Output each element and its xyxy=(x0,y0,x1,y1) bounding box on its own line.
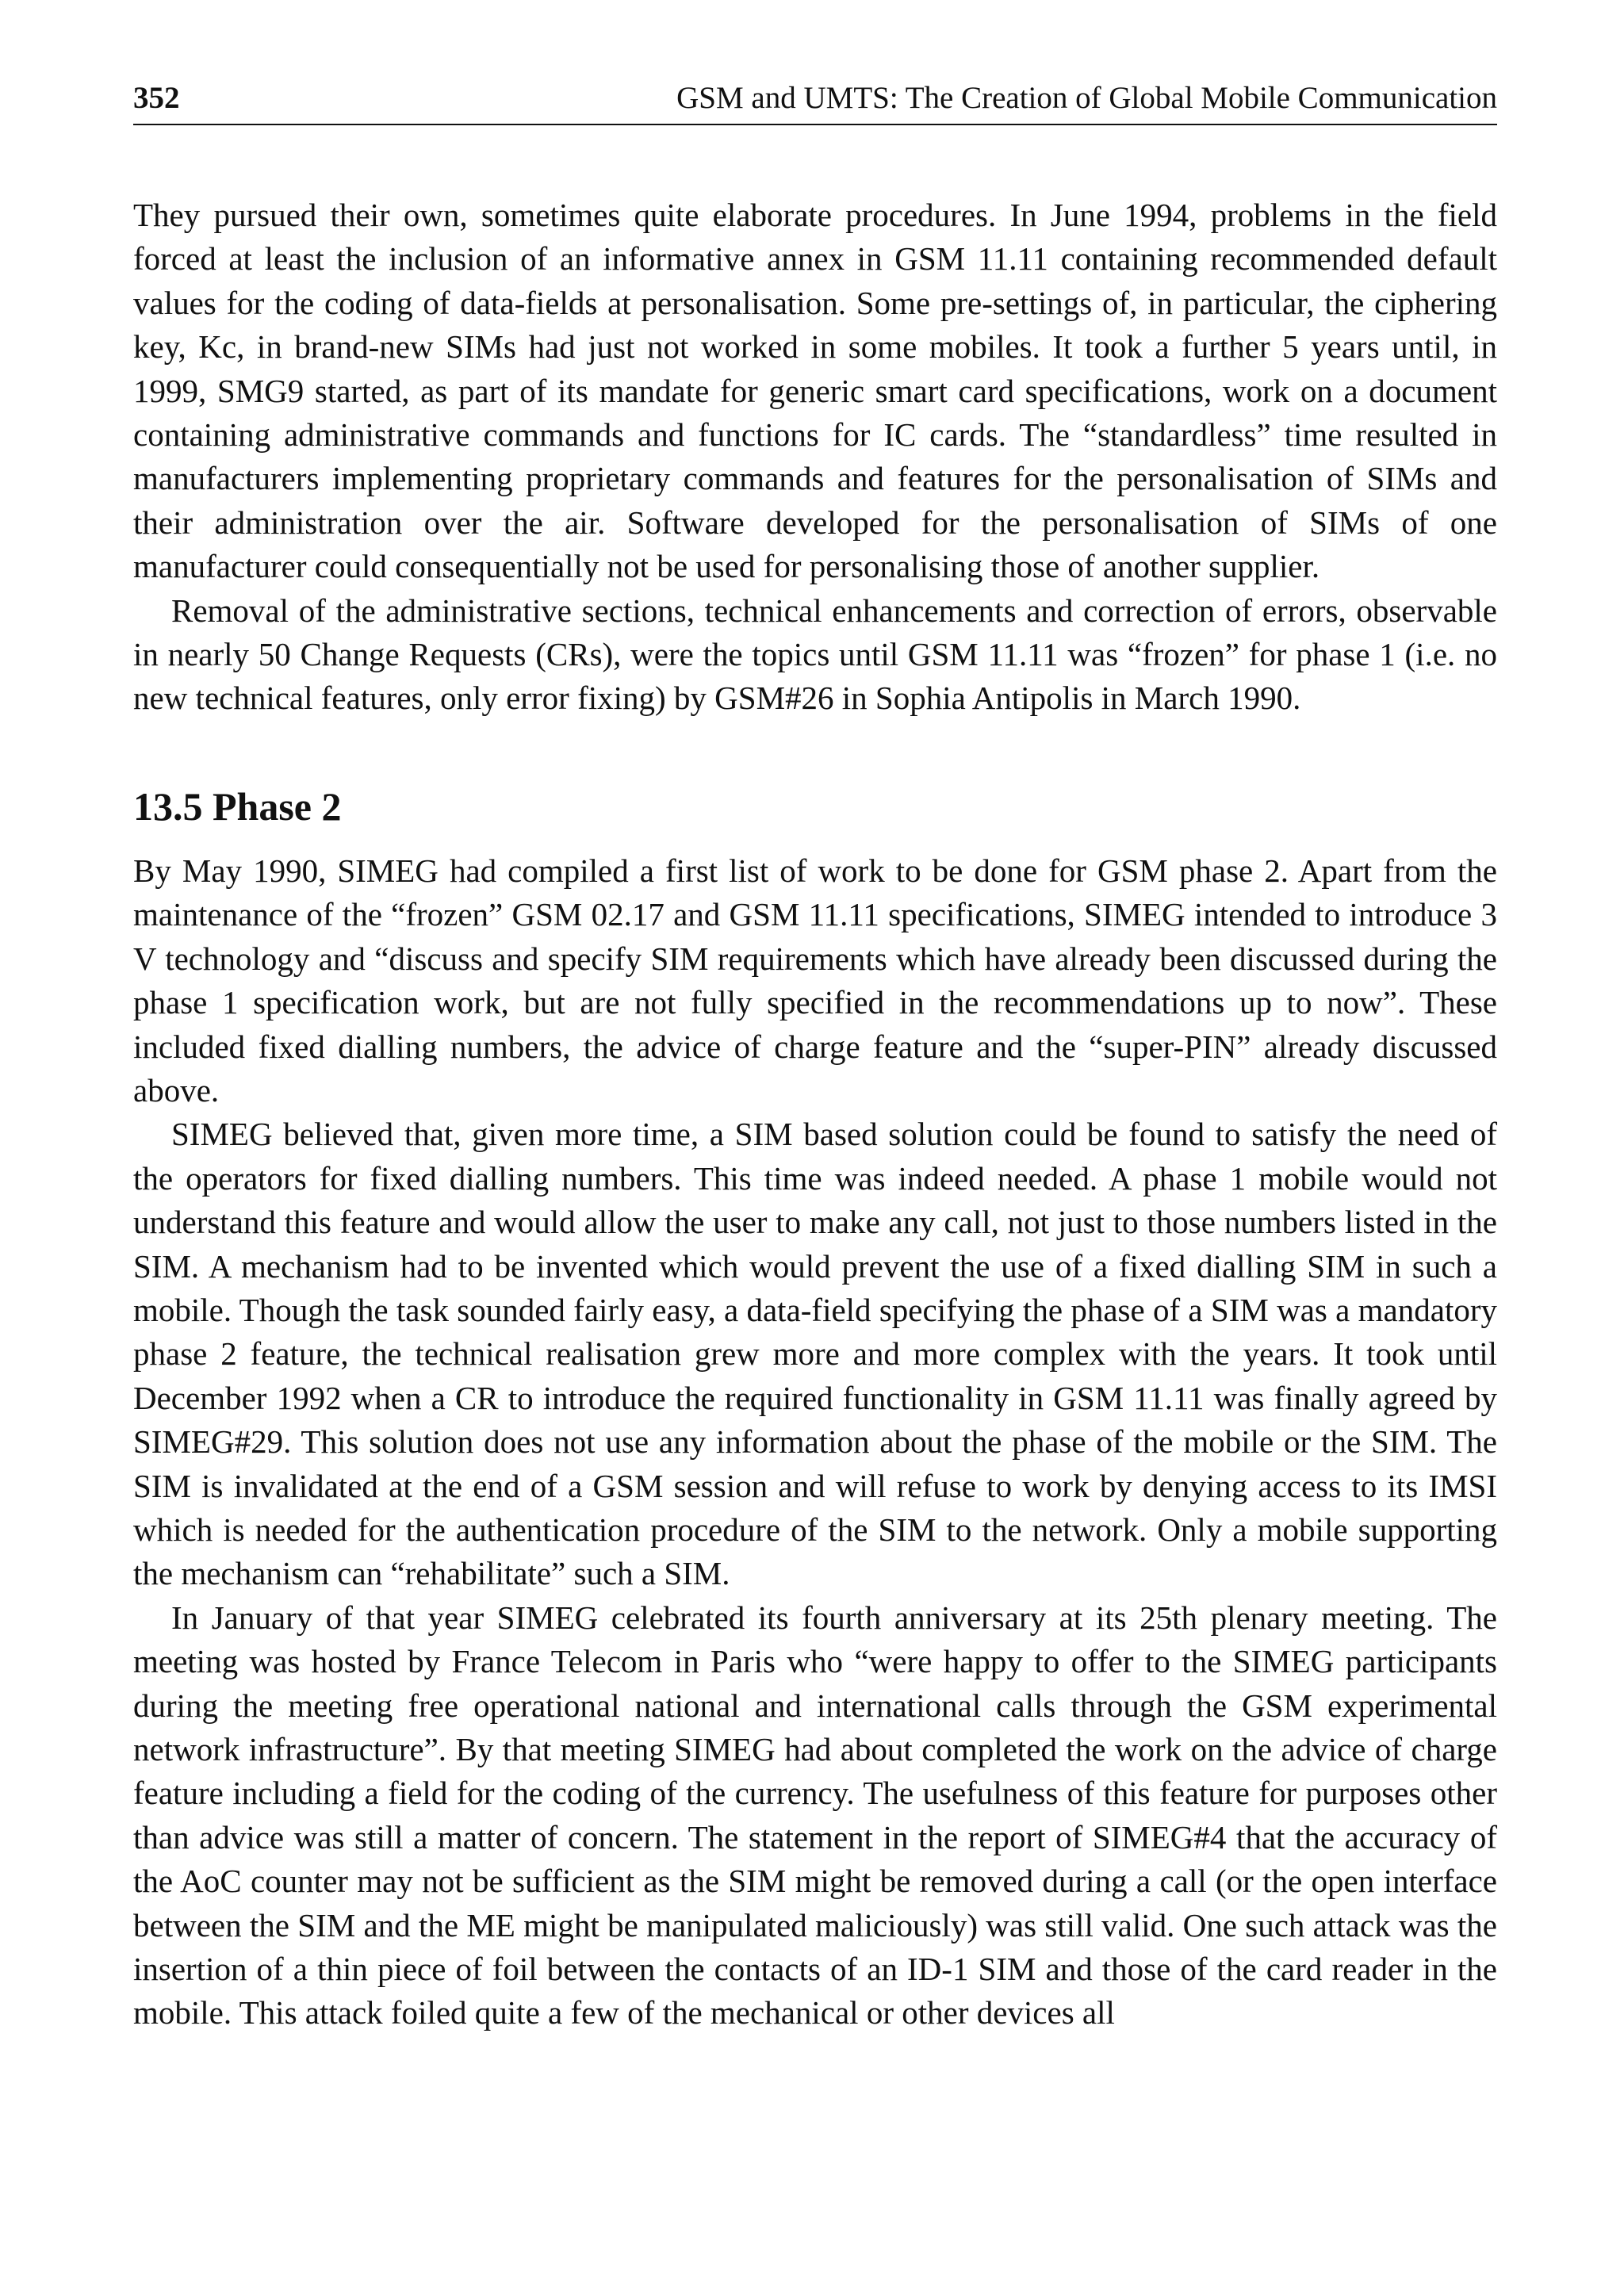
book-page xyxy=(133,78,1497,2035)
body-text xyxy=(133,193,1497,2035)
paragraph: In January of that year SIMEG celebrated its fourth anniversary at its 25th plenary meeting. The meeting was hosted by France Telecom in Paris who “were happy to offer to the SIMEG participants during the meeting free operational national and international calls through the GSM experimental network infrastructure”. By that meeting SIMEG had about completed the work on the advice of charge feature including a field for the coding of the currency. The usefulness of this feature for purposes other than advice was still a matter of concern. The statement in the report of SIMEG#4 that the accuracy of the AoC counter may not be sufficient as the SIM might be removed during a call (or the open interface between the SIM and the ME might be manipulated maliciously) was still valid. One such attack was the insertion of a thin piece of foil between the contacts of an ID-1 SIM and those of the card reader in the mobile. This attack foiled quite a few of the mechanical or other devices all xyxy=(133,1599,1497,2032)
running-header xyxy=(133,78,1497,125)
paragraph: Removal of the administrative sections, technical enhancements and correction of errors, observable in nearly 50 Change Requests (CRs), were the topics until GSM 11.11 was “frozen” for phase 1 (i.e. no new technical features, only error fixing) by GSM#26 in Sophia Antipolis in March 1990. xyxy=(133,592,1497,717)
section-heading: 13.5 Phase 2 xyxy=(133,783,342,829)
paragraph: By May 1990, SIMEG had compiled a first list of work to be done for GSM phase 2. Apart from the maintenance of the “frozen” GSM 02.17 and GSM 11.11 specifications, SIMEG intended to introduce 3 V technology and “discuss and specify SIM requirements which have already been discussed during the phase 1 specification work, but are not fully specified in the recommendations up to now”. These included fixed dialling numbers, the advice of charge feature and the “super-PIN” already discussed above. xyxy=(133,852,1497,1109)
book-title: GSM and UMTS: The Creation of Global Mobile Communication xyxy=(676,81,1497,115)
page-number: 352 xyxy=(133,81,180,115)
paragraph: SIMEG believed that, given more time, a SIM based solution could be found to satisfy the need of the operators for fixed dialling numbers. This time was indeed needed. A phase 1 mobile would not understand this feature and would allow the user to make any call, not just to those numbers listed in the SIM. A mechanism had to be invented which would prevent the use of a fixed dialling SIM in such a mobile. Though the task sounded fairly easy, a data-field specifying the phase of a SIM was a mandatory phase 2 feature, the technical realisation grew more and more complex with the years. It took until December 1992 when a CR to introduce the required functionality in GSM 11.11 was finally agreed by SIMEG#29. This solution does not use any information about the phase of the mobile or the SIM. The SIM is invalidated at the end of a GSM session and will refuse to work by denying access to its IMSI which is needed for the authentication procedure of the SIM to the network. Only a mobile supporting the mechanism can “rehabilitate” such a SIM. xyxy=(133,1116,1497,1592)
paragraph: They pursued their own, sometimes quite elaborate procedures. In June 1994, problems in the field forced at least the inclusion of an informative annex in GSM 11.11 containing recommended default values for the coding of data-fields at personalisation. Some pre-settings of, in particular, the ciphering key, Kc, in brand-new SIMs had just not worked in some mobiles. It took a further 5 years until, in 1999, SMG9 started, as part of its mandate for generic smart card specifications, work on a document containing administrative commands and functions for IC cards. The “standardless” time resulted in manufacturers implementing proprietary commands and features for the personalisation of SIMs and their administration over the air. Software developed for the personalisation of SIMs of one manufacturer could consequentially not be used for personalising those of another supplier. xyxy=(133,197,1497,585)
